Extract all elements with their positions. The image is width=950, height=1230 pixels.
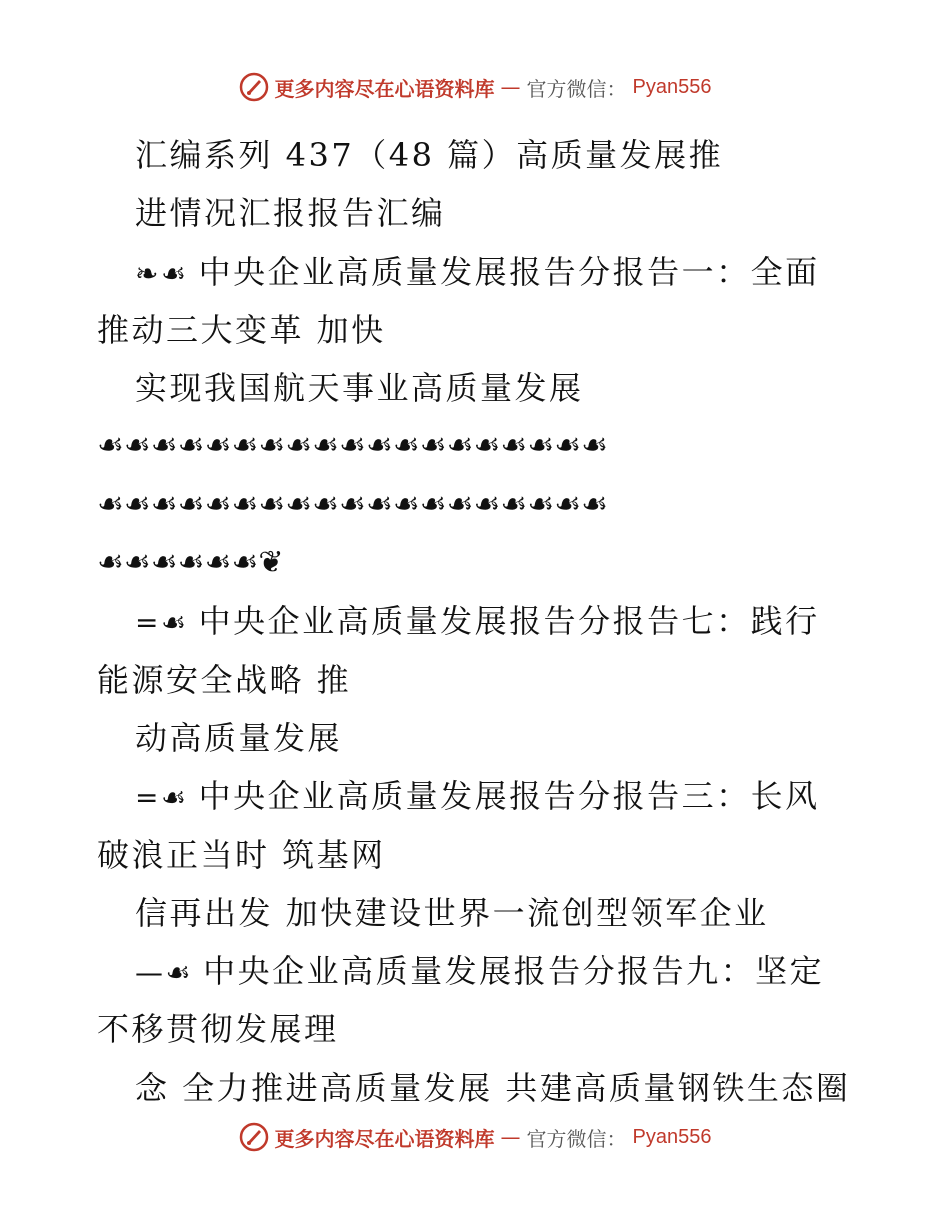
banner-wechat-label: 官方微信： bbox=[526, 76, 627, 101]
text-line bbox=[97, 826, 857, 884]
header-banner bbox=[0, 72, 950, 102]
line-text: ☙☙☙☙☙☙❦ bbox=[97, 545, 284, 581]
brand-logo-icon bbox=[239, 1122, 269, 1152]
document-body bbox=[97, 126, 857, 1117]
banner-prefix: 更多内容尽在心语资料库 bbox=[274, 1126, 495, 1151]
banner-separator: — bbox=[500, 1125, 521, 1149]
line-text: 破浪正当时 筑基网 bbox=[97, 835, 386, 874]
line-text: 汇编系列 437（48 篇）高质量发展推 bbox=[135, 136, 724, 174]
line-text: 进情况汇报报告汇编 bbox=[135, 194, 446, 233]
banner-wechat-label: 官方微信： bbox=[526, 1126, 627, 1151]
banner-wechat-id: Pyan556 bbox=[632, 75, 712, 98]
text-line bbox=[97, 709, 857, 767]
ornament-icon: —☙ bbox=[135, 956, 194, 990]
brand-logo-icon bbox=[239, 72, 269, 102]
line-text: 中央企业高质量发展报告分报告三：长风 bbox=[198, 777, 820, 816]
banner-wechat-id: Pyan556 bbox=[632, 1125, 712, 1148]
text-line bbox=[97, 301, 857, 359]
line-text: ☙☙☙☙☙☙☙☙☙☙☙☙☙☙☙☙☙☙☙ bbox=[97, 428, 608, 464]
line-text: 推动三大变革 加快 bbox=[97, 310, 386, 349]
ornament-divider-line bbox=[97, 476, 857, 534]
text-line bbox=[97, 184, 857, 242]
text-line bbox=[97, 126, 857, 184]
text-line bbox=[97, 592, 857, 650]
line-text: 念 全力推进高质量发展 共建高质量钢铁生态圈 bbox=[135, 1068, 851, 1107]
text-line bbox=[97, 1000, 857, 1058]
ornament-divider-line bbox=[97, 534, 857, 592]
line-text: 动高质量发展 bbox=[135, 718, 343, 757]
line-text: 中央企业高质量发展报告分报告七：践行 bbox=[198, 602, 820, 641]
text-line bbox=[97, 942, 857, 1000]
ornament-divider-line bbox=[97, 417, 857, 475]
line-text: 不移贯彻发展理 bbox=[97, 1010, 339, 1049]
ornament-icon: =☙ bbox=[135, 606, 189, 640]
line-text: 信再出发 加快建设世界一流创型领军企业 bbox=[135, 893, 769, 932]
line-text: 中央企业高质量发展报告分报告九：坚定 bbox=[203, 952, 825, 991]
banner-prefix: 更多内容尽在心语资料库 bbox=[274, 76, 495, 101]
line-text: ☙☙☙☙☙☙☙☙☙☙☙☙☙☙☙☙☙☙☙ bbox=[97, 486, 608, 522]
line-text: 实现我国航天事业高质量发展 bbox=[135, 369, 584, 408]
banner-separator: — bbox=[500, 75, 521, 99]
text-line bbox=[97, 767, 857, 825]
line-text: 能源安全战略 推 bbox=[97, 660, 352, 699]
text-line bbox=[97, 243, 857, 301]
ornament-icon: ❧☙ bbox=[135, 256, 189, 290]
text-line bbox=[97, 359, 857, 417]
footer-banner bbox=[0, 1122, 950, 1152]
text-line bbox=[97, 884, 857, 942]
text-line bbox=[97, 651, 857, 709]
ornament-icon: =☙ bbox=[135, 781, 189, 815]
line-text: 中央企业高质量发展报告分报告一：全面 bbox=[198, 252, 820, 291]
text-line bbox=[97, 1059, 857, 1117]
